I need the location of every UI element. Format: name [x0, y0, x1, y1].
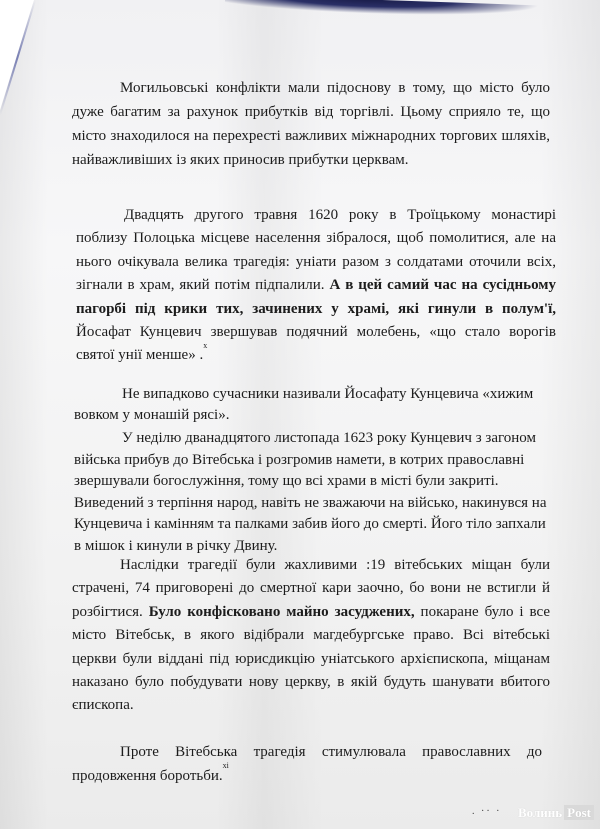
- paragraph-6: [72, 740, 542, 788]
- footnote-marker: x: [203, 341, 208, 351]
- paragraph-text: Йосафат Кунцевич звершував подячний молебень, «що стало ворогів святої унії менше» .: [76, 324, 556, 364]
- paragraph-text: У неділю дванадцятого листопада 1623 року Кунцевич з загоном війська прибув до Вітебська і розгромив намети, в котрих православні звершували богослужіння, тому що всі храми в місті були закриті. Виведений з терпіння народ, навіть не зважаючи на військо, накинувся на Кунцевича і камінням та палками забив його до смерті. Його тіло запхали в мішок і кинули в річку Двину.: [74, 430, 547, 554]
- paragraph-text: покаране було і все місто Вітебськ, в якого відібрали магдебургське право. Всі вітебські церкви були віддані під юрисдикцію уніатського архієпископа, міщанам наказано було побудувати нову церкву, в якій будуть шанувати вбитого єпископа.: [72, 603, 550, 714]
- bold-text: Було конфісковано майно засуджених,: [148, 603, 415, 620]
- paragraph-2: [76, 204, 556, 368]
- paragraph-1: [72, 76, 550, 172]
- paragraph-5: [72, 554, 550, 718]
- bold-text: А в цей самий час на сусідньому пагорбі під крики тих, зачинених у храмі, які гинули в полум'ї,: [76, 277, 556, 317]
- paragraph-text: Двадцять другого травня 1620 року в Троїцькому монастирі поблизу Полоцька місцеве населення зібралося, щоб помолитися, але на нього очікувала велика трагедія: уніати разом з солдатами оточили всіх, зігнали в храм, який потім підпалили.: [76, 207, 556, 294]
- top-fold-shadow: [225, 0, 540, 20]
- ink-specks: . ·· ·: [472, 806, 502, 817]
- paragraph-text: Могильовські конфлікти мали підоснову в тому, що місто було дуже багатим за рахунок прибутків від торгівлі. Цьому сприяло те, що місто знаходилося на перехресті важливих міжнародних торгових шляхів, найважливіших із яких приносив прибутки церквам.: [72, 80, 550, 168]
- paragraph-4: [74, 428, 552, 557]
- watermark-suffix: Post: [564, 805, 594, 820]
- watermark-brand: Волинь: [518, 805, 563, 820]
- watermark: [518, 805, 594, 821]
- paragraph-text: Наслідки трагедії були жахливими :19 вітебських міщан були страчені, 74 приговорені до смертної кари заочно, бо вони не встигли й розбігтися.: [72, 557, 550, 620]
- paragraph-text: Не випадково сучасники називали Йосафату Кунцевича «хижим вовком у монашій рясі».: [74, 386, 534, 423]
- paragraph-3: [74, 384, 544, 426]
- footnote-marker: xi: [222, 761, 229, 770]
- paragraph-text: Проте Вітебська трагедія стимулювала православних до продовження боротьби.: [72, 744, 542, 784]
